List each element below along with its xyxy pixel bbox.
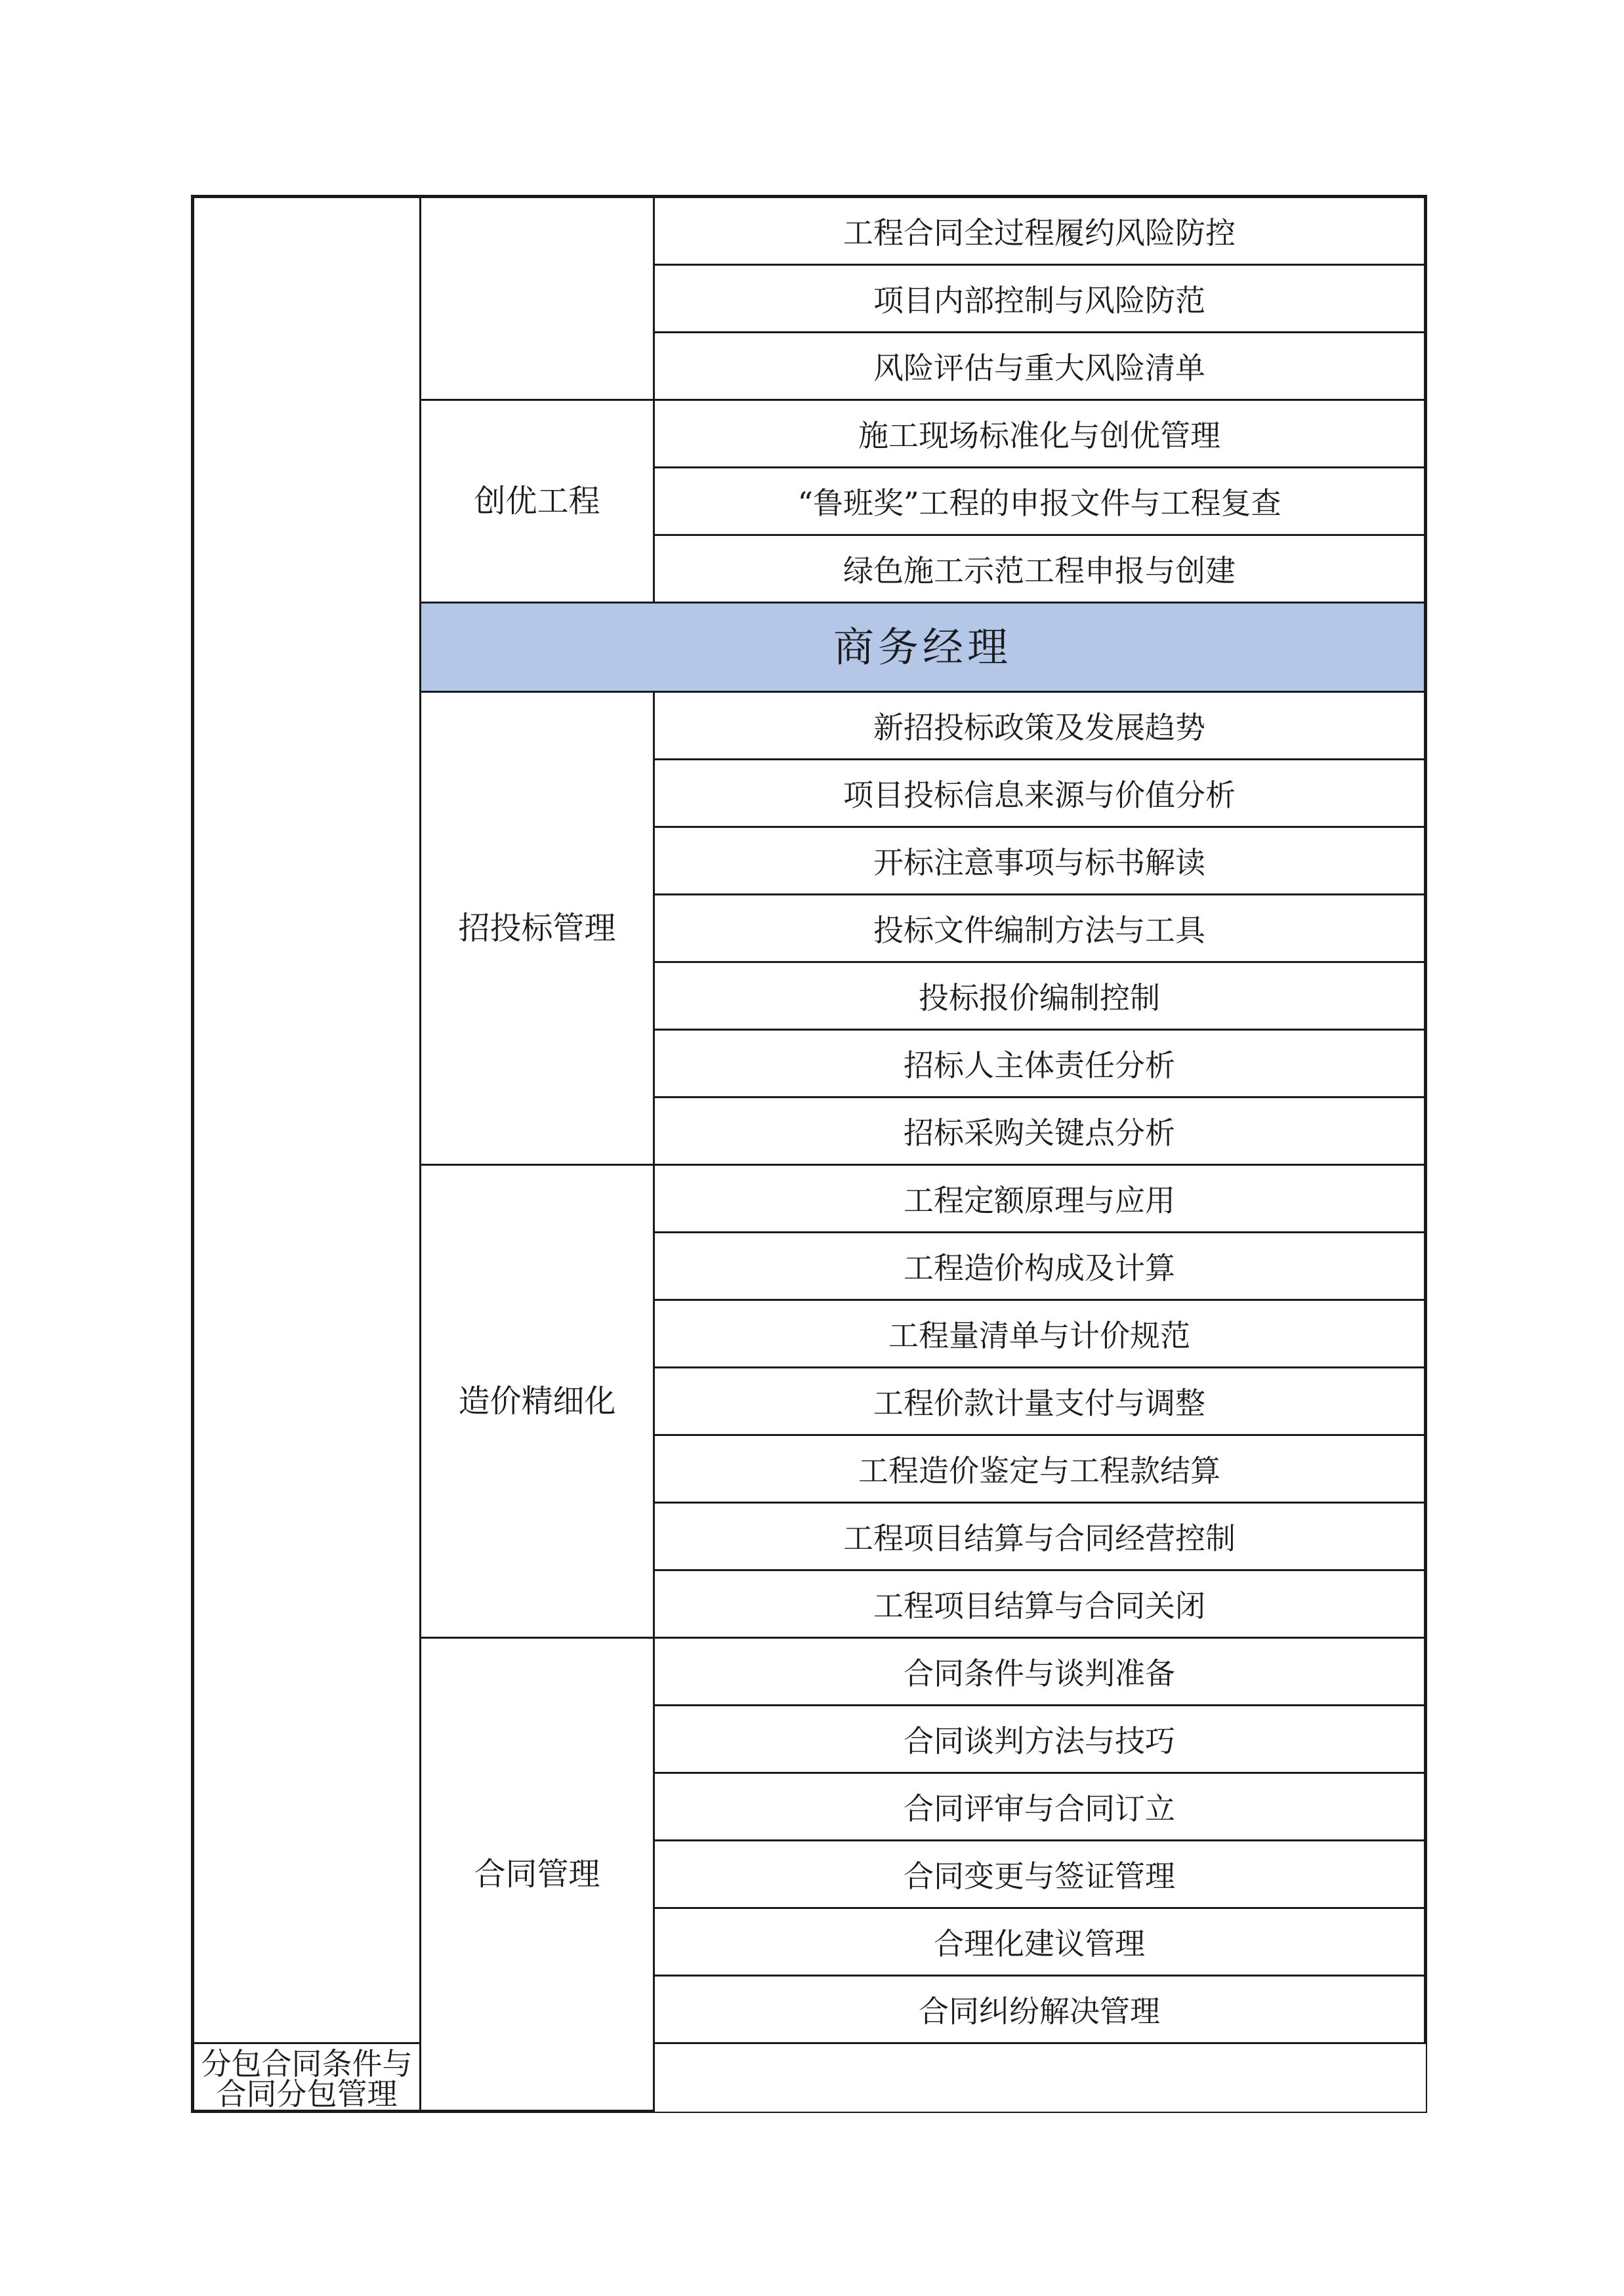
course-item: 工程合同全过程履约风险防控 (654, 197, 1425, 265)
course-item: 合理化建议管理 (654, 1908, 1425, 1976)
course-item: 工程造价构成及计算 (654, 1233, 1425, 1300)
course-item: 新招投标政策及发展趋势 (654, 692, 1425, 760)
course-item: 项目投标信息来源与价值分析 (654, 760, 1425, 827)
course-item: “鲁班奖”工程的申报文件与工程复查 (654, 468, 1425, 535)
course-item: 施工现场标准化与创优管理 (654, 400, 1425, 468)
course-item: 工程价款计量支付与调整 (654, 1368, 1425, 1435)
course-item: 开标注意事项与标书解读 (654, 827, 1425, 895)
course-item: 风险评估与重大风险清单 (654, 333, 1425, 400)
course-item: 绿色施工示范工程申报与创建 (654, 535, 1425, 603)
course-item: 合同谈判方法与技巧 (654, 1706, 1425, 1773)
course-item: 工程量清单与计价规范 (654, 1300, 1425, 1368)
course-item: 分包合同条件与合同分包管理 (194, 2043, 421, 2111)
course-item: 招标人主体责任分析 (654, 1030, 1425, 1097)
course-item: 合同条件与谈判准备 (654, 1638, 1425, 1706)
course-table (192, 196, 1426, 2112)
course-item: 工程项目结算与合同关闭 (654, 1570, 1425, 1638)
group-label: 招投标管理 (421, 692, 654, 1165)
group-label: 创优工程 (421, 400, 654, 603)
section-title: 商务经理 (421, 603, 1425, 692)
course-item: 工程造价鉴定与工程款结算 (654, 1435, 1425, 1503)
course-item: 合同变更与签证管理 (654, 1841, 1425, 1908)
group-label: 造价精细化 (421, 1165, 654, 1638)
course-item: 投标报价编制控制 (654, 962, 1425, 1030)
course-item: 工程项目结算与合同经营控制 (654, 1503, 1425, 1570)
group-label (421, 197, 654, 400)
course-item: 招标采购关键点分析 (654, 1097, 1425, 1165)
course-item: 工程定额原理与应用 (654, 1165, 1425, 1233)
course-item: 合同纠纷解决管理 (654, 1976, 1425, 2043)
course-item: 项目内部控制与风险防范 (654, 265, 1425, 333)
category-cell (194, 197, 421, 2043)
group-label: 合同管理 (421, 1638, 654, 2111)
course-item: 投标文件编制方法与工具 (654, 895, 1425, 962)
course-item: 合同评审与合同订立 (654, 1773, 1425, 1841)
